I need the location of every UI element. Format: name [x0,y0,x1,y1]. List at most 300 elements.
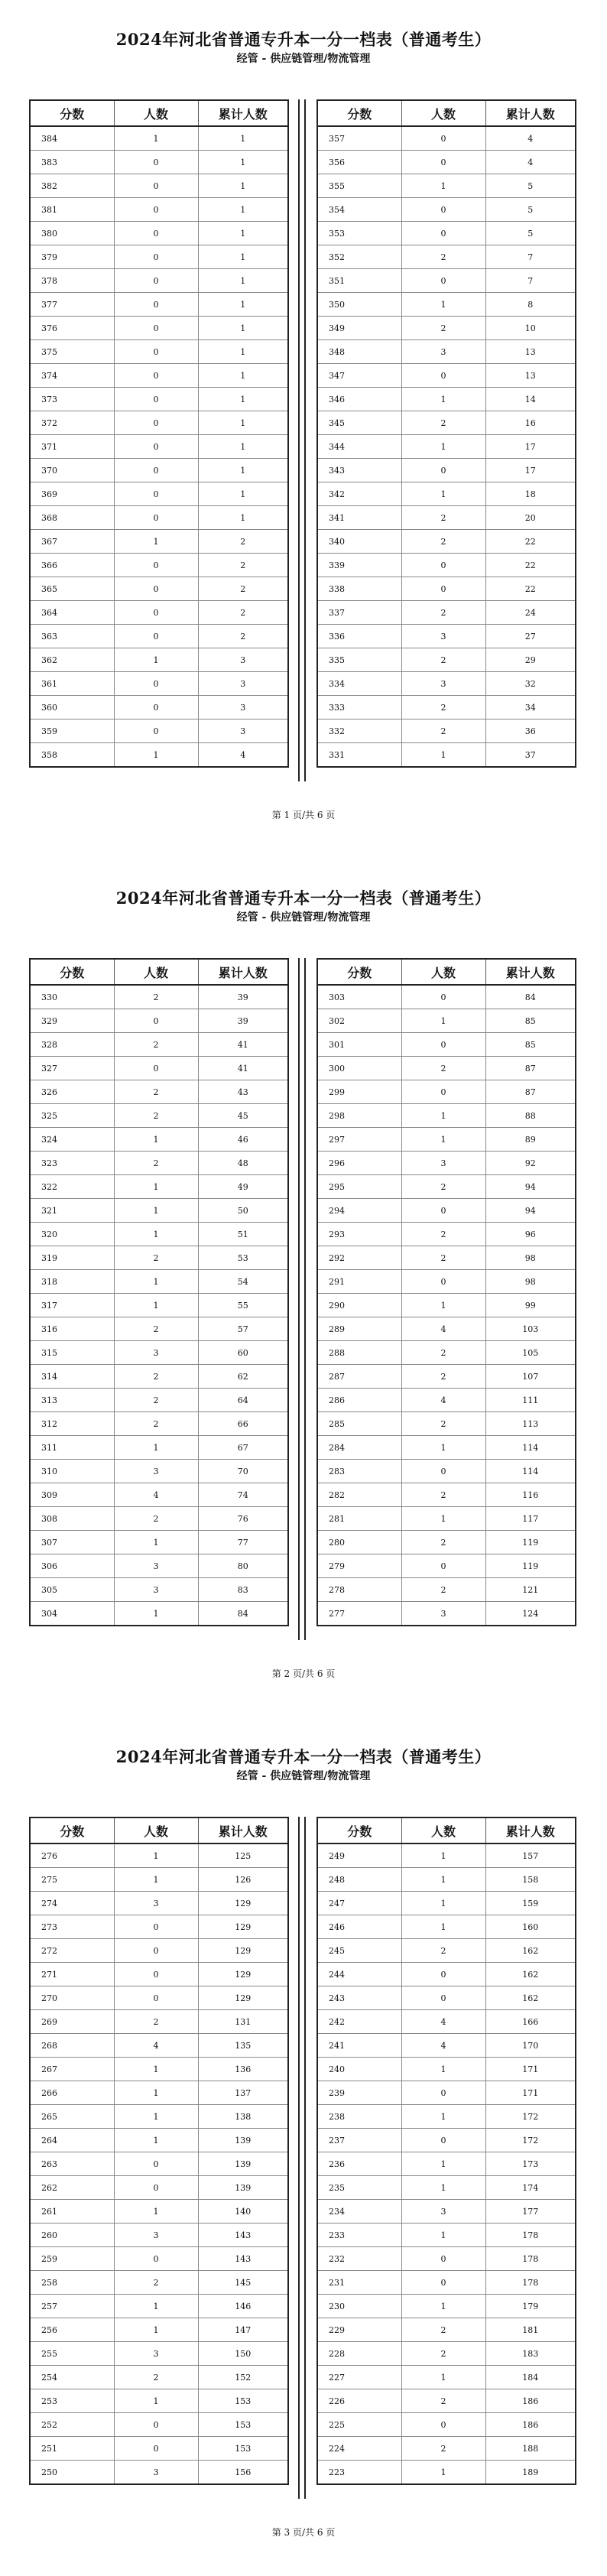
score-cell: 237 [317,2129,401,2152]
table-row [30,1152,288,1175]
score-cell: 365 [30,577,114,601]
cumulative-cell: 172 [485,2129,576,2152]
table-row [30,720,288,743]
table-row [30,577,288,601]
cumulative-cell: 22 [485,554,576,577]
table-row [317,1152,576,1175]
count-cell: 3 [114,1554,198,1578]
cumulative-cell: 27 [485,625,576,648]
cumulative-cell: 77 [198,1531,288,1554]
count-cell: 0 [401,2271,485,2295]
score-cell: 326 [30,1080,114,1104]
count-cell: 2 [401,1223,485,1246]
table-row [30,2105,288,2129]
score-cell: 264 [30,2129,114,2152]
count-cell: 3 [114,1341,198,1365]
table-row [317,1341,576,1365]
cumulative-cell: 32 [485,672,576,696]
count-cell: 0 [401,1986,485,2010]
count-cell: 1 [114,1531,198,1554]
table-row [317,340,576,364]
table-row [30,1843,288,1868]
count-cell: 0 [114,1939,198,1963]
cumulative-cell: 157 [485,1843,576,1868]
score-cell: 300 [317,1057,401,1080]
header-cumulative: 累计人数 [198,100,288,126]
table-row [30,2200,288,2224]
table-row [317,625,576,648]
document-page [0,859,607,1717]
score-cell: 323 [30,1152,114,1175]
cumulative-cell: 54 [198,1270,288,1294]
cumulative-cell: 139 [198,2176,288,2200]
header-score: 分数 [317,959,401,985]
cumulative-cell: 41 [198,1057,288,1080]
cumulative-cell: 39 [198,1009,288,1033]
count-cell: 4 [401,2034,485,2058]
score-cell: 373 [30,388,114,411]
cumulative-cell: 138 [198,2105,288,2129]
score-cell: 338 [317,577,401,601]
table-row [30,1915,288,1939]
cumulative-cell: 67 [198,1436,288,1460]
score-cell: 357 [317,126,401,151]
table-header-row [30,100,288,126]
count-cell: 2 [114,1365,198,1389]
count-cell: 1 [401,435,485,459]
count-cell: 2 [401,720,485,743]
table-row [317,459,576,482]
count-cell: 1 [401,1507,485,1531]
cumulative-cell: 62 [198,1365,288,1389]
count-cell: 2 [401,1412,485,1436]
cumulative-cell: 3 [198,696,288,720]
table-row [30,174,288,198]
score-cell: 270 [30,1986,114,2010]
table-row [30,459,288,482]
table-row [30,2318,288,2342]
table-row [317,388,576,411]
score-cell: 236 [317,2152,401,2176]
count-cell: 1 [114,1270,198,1294]
table-row [30,648,288,672]
header-score: 分数 [30,100,114,126]
cumulative-cell: 5 [485,174,576,198]
cumulative-cell: 2 [198,601,288,625]
count-cell: 2 [114,1507,198,1531]
count-cell: 2 [401,1483,485,1507]
table-row [30,2224,288,2247]
cumulative-cell: 129 [198,1892,288,1915]
cumulative-cell: 5 [485,222,576,245]
table-row [317,577,576,601]
table-row [317,2105,576,2129]
cumulative-cell: 171 [485,2081,576,2105]
count-cell: 4 [401,1389,485,1412]
cumulative-cell: 173 [485,2152,576,2176]
count-cell: 3 [114,1460,198,1483]
cumulative-cell: 131 [198,2010,288,2034]
score-cell: 257 [30,2295,114,2318]
count-cell: 0 [114,364,198,388]
cumulative-cell: 17 [485,435,576,459]
cumulative-cell: 46 [198,1128,288,1152]
cumulative-cell: 121 [485,1578,576,1602]
cumulative-cell: 70 [198,1460,288,1483]
score-cell: 328 [30,1033,114,1057]
score-cell: 254 [30,2366,114,2389]
score-cell: 345 [317,411,401,435]
cumulative-cell: 50 [198,1199,288,1223]
table-row [317,2342,576,2366]
table-row [30,1365,288,1389]
cumulative-cell: 147 [198,2318,288,2342]
cumulative-cell: 2 [198,625,288,648]
cumulative-cell: 49 [198,1175,288,1199]
table-row [30,1602,288,1626]
cumulative-cell: 89 [485,1128,576,1152]
count-cell: 2 [401,1531,485,1554]
table-row [30,743,288,768]
count-cell: 2 [401,1939,485,1963]
count-cell: 1 [114,2200,198,2224]
table-row [317,2224,576,2247]
count-cell: 1 [401,1294,485,1317]
count-cell: 4 [401,2010,485,2034]
cumulative-cell: 43 [198,1080,288,1104]
table-row [317,2129,576,2152]
count-cell: 1 [401,1868,485,1892]
score-cell: 305 [30,1578,114,1602]
table-row [30,506,288,530]
score-cell: 243 [317,1986,401,2010]
score-cell: 223 [317,2461,401,2485]
score-cell: 321 [30,1199,114,1223]
score-cell: 226 [317,2389,401,2413]
count-cell: 0 [114,222,198,245]
cumulative-cell: 83 [198,1578,288,1602]
cumulative-cell: 170 [485,2034,576,2058]
cumulative-cell: 114 [485,1436,576,1460]
score-cell: 342 [317,482,401,506]
count-cell: 2 [401,1365,485,1389]
cumulative-cell: 1 [198,411,288,435]
table-row [30,1199,288,1223]
count-cell: 1 [401,1892,485,1915]
count-cell: 0 [401,1199,485,1223]
count-cell: 0 [114,411,198,435]
table-header-row [30,1817,288,1843]
table-row [30,1080,288,1104]
score-cell: 347 [317,364,401,388]
cumulative-cell: 178 [485,2224,576,2247]
count-cell: 2 [401,2437,485,2461]
cumulative-cell: 53 [198,1246,288,1270]
score-table-left [29,1817,289,2485]
document-page [0,1717,607,2576]
count-cell: 0 [114,506,198,530]
score-cell: 288 [317,1341,401,1365]
score-cell: 368 [30,506,114,530]
count-cell: 0 [114,720,198,743]
count-cell: 0 [401,459,485,482]
count-cell: 1 [114,1199,198,1223]
count-cell: 2 [114,1412,198,1436]
count-cell: 1 [401,2176,485,2200]
header-score: 分数 [30,1817,114,1843]
cumulative-cell: 2 [198,530,288,554]
score-cell: 233 [317,2224,401,2247]
cumulative-cell: 87 [485,1080,576,1104]
count-cell: 0 [401,2081,485,2105]
table-row [30,2271,288,2295]
count-cell: 0 [114,554,198,577]
cumulative-cell: 177 [485,2200,576,2224]
score-cell: 303 [317,985,401,1009]
cumulative-cell: 105 [485,1341,576,1365]
cumulative-cell: 55 [198,1294,288,1317]
score-cell: 253 [30,2389,114,2413]
score-cell: 325 [30,1104,114,1128]
score-cell: 317 [30,1294,114,1317]
table-row [317,1317,576,1341]
table-row [317,2058,576,2081]
count-cell: 1 [401,1436,485,1460]
table-row [317,1436,576,1460]
score-cell: 337 [317,601,401,625]
table-row [317,696,576,720]
table-row [317,1963,576,1986]
cumulative-cell: 84 [198,1602,288,1626]
cumulative-cell: 41 [198,1033,288,1057]
count-cell: 0 [401,1080,485,1104]
table-row [317,2271,576,2295]
count-cell: 2 [401,648,485,672]
table-row [30,1578,288,1602]
header-cumulative: 累计人数 [485,1817,576,1843]
count-cell: 2 [114,1389,198,1412]
count-cell: 3 [401,672,485,696]
cumulative-cell: 136 [198,2058,288,2081]
count-cell: 0 [114,1963,198,1986]
header-score: 分数 [317,1817,401,1843]
header-score: 分数 [30,959,114,985]
score-cell: 306 [30,1554,114,1578]
score-cell: 384 [30,126,114,151]
document-page [0,0,607,859]
cumulative-cell: 76 [198,1507,288,1531]
score-cell: 256 [30,2318,114,2342]
score-cell: 281 [317,1507,401,1531]
score-cell: 371 [30,435,114,459]
table-row [30,2295,288,2318]
count-cell: 0 [401,2247,485,2271]
cumulative-cell: 1 [198,126,288,151]
count-cell: 1 [401,482,485,506]
table-row [317,245,576,269]
count-cell: 0 [401,1033,485,1057]
score-cell: 374 [30,364,114,388]
cumulative-cell: 143 [198,2247,288,2271]
score-cell: 278 [317,1578,401,1602]
score-cell: 310 [30,1460,114,1483]
table-row [30,1175,288,1199]
table-row [30,1868,288,1892]
score-cell: 358 [30,743,114,768]
table-row [30,198,288,222]
cumulative-cell: 37 [485,743,576,768]
score-cell: 255 [30,2342,114,2366]
cumulative-cell: 18 [485,482,576,506]
table-row [317,1365,576,1389]
cumulative-cell: 139 [198,2152,288,2176]
page-footer: 第 1 页/共 6 页 [271,810,336,820]
score-cell: 246 [317,1915,401,1939]
score-cell: 327 [30,1057,114,1080]
score-cell: 282 [317,1483,401,1507]
table-row [30,269,288,293]
cumulative-cell: 66 [198,1412,288,1436]
cumulative-cell: 1 [198,151,288,174]
score-cell: 360 [30,696,114,720]
table-row [30,625,288,648]
count-cell: 1 [114,648,198,672]
cumulative-cell: 171 [485,2058,576,2081]
score-cell: 335 [317,648,401,672]
cumulative-cell: 24 [485,601,576,625]
cumulative-cell: 64 [198,1389,288,1412]
cumulative-cell: 1 [198,459,288,482]
table-header-row [317,100,576,126]
count-cell: 4 [114,2034,198,2058]
cumulative-cell: 119 [485,1531,576,1554]
score-cell: 379 [30,245,114,269]
header-count: 人数 [114,1817,198,1843]
table-row [317,1294,576,1317]
cumulative-cell: 152 [198,2366,288,2389]
cumulative-cell: 124 [485,1602,576,1626]
score-cell: 245 [317,1939,401,1963]
score-cell: 265 [30,2105,114,2129]
table-row [317,198,576,222]
count-cell: 0 [114,293,198,317]
table-row [30,1057,288,1080]
score-cell: 260 [30,2224,114,2247]
table-row [317,482,576,506]
count-cell: 3 [114,1578,198,1602]
score-cell: 241 [317,2034,401,2058]
count-cell: 2 [401,1341,485,1365]
count-cell: 1 [114,1128,198,1152]
score-cell: 344 [317,435,401,459]
table-row [30,1507,288,1531]
table-row [317,2366,576,2389]
score-cell: 361 [30,672,114,696]
score-cell: 314 [30,1365,114,1389]
score-cell: 274 [30,1892,114,1915]
table-row [317,1104,576,1128]
score-cell: 294 [317,1199,401,1223]
cumulative-cell: 162 [485,1939,576,1963]
table-row [317,1578,576,1602]
count-cell: 0 [114,245,198,269]
score-cell: 297 [317,1128,401,1152]
count-cell: 3 [114,2461,198,2485]
score-cell: 320 [30,1223,114,1246]
table-row [317,2295,576,2318]
count-cell: 1 [114,2058,198,2081]
score-cell: 319 [30,1246,114,1270]
table-row [317,1128,576,1152]
count-cell: 0 [114,388,198,411]
table-row [30,1436,288,1460]
cumulative-cell: 139 [198,2129,288,2152]
table-row [30,2342,288,2366]
score-cell: 359 [30,720,114,743]
count-cell: 0 [401,1460,485,1483]
header-count: 人数 [114,100,198,126]
score-cell: 349 [317,317,401,340]
score-cell: 275 [30,1868,114,1892]
table-row [30,1412,288,1436]
table-row [30,2366,288,2389]
count-cell: 0 [114,435,198,459]
table-row [317,1460,576,1483]
score-cell: 235 [317,2176,401,2200]
count-cell: 2 [114,1317,198,1341]
score-cell: 366 [30,554,114,577]
table-row [30,2247,288,2271]
table-row [30,126,288,151]
score-cell: 355 [317,174,401,198]
cumulative-cell: 1 [198,340,288,364]
cumulative-cell: 179 [485,2295,576,2318]
cumulative-cell: 8 [485,293,576,317]
score-cell: 356 [317,151,401,174]
count-cell: 0 [401,1963,485,1986]
page-title: 2024年河北省普通专升本一分一档表（普通考生） [115,888,492,908]
page-subtitle: 经管 - 供应链管理/物流管理 [236,53,371,65]
cumulative-cell: 2 [198,577,288,601]
count-cell: 0 [401,126,485,151]
count-cell: 1 [114,2129,198,2152]
score-cell: 331 [317,743,401,768]
cumulative-cell: 1 [198,245,288,269]
table-header-row [30,959,288,985]
table-row [30,2010,288,2034]
score-cell: 239 [317,2081,401,2105]
score-cell: 370 [30,459,114,482]
cumulative-cell: 1 [198,293,288,317]
table-row [30,1104,288,1128]
count-cell: 0 [114,672,198,696]
score-cell: 302 [317,1009,401,1033]
score-cell: 296 [317,1152,401,1175]
cumulative-cell: 84 [485,985,576,1009]
score-cell: 372 [30,411,114,435]
cumulative-cell: 129 [198,1939,288,1963]
cumulative-cell: 184 [485,2366,576,2389]
header-count: 人数 [401,100,485,126]
count-cell: 0 [114,1915,198,1939]
table-row [317,1080,576,1104]
table-row [317,1602,576,1626]
score-cell: 268 [30,2034,114,2058]
cumulative-cell: 1 [198,435,288,459]
score-cell: 248 [317,1868,401,1892]
score-cell: 377 [30,293,114,317]
score-cell: 240 [317,2058,401,2081]
